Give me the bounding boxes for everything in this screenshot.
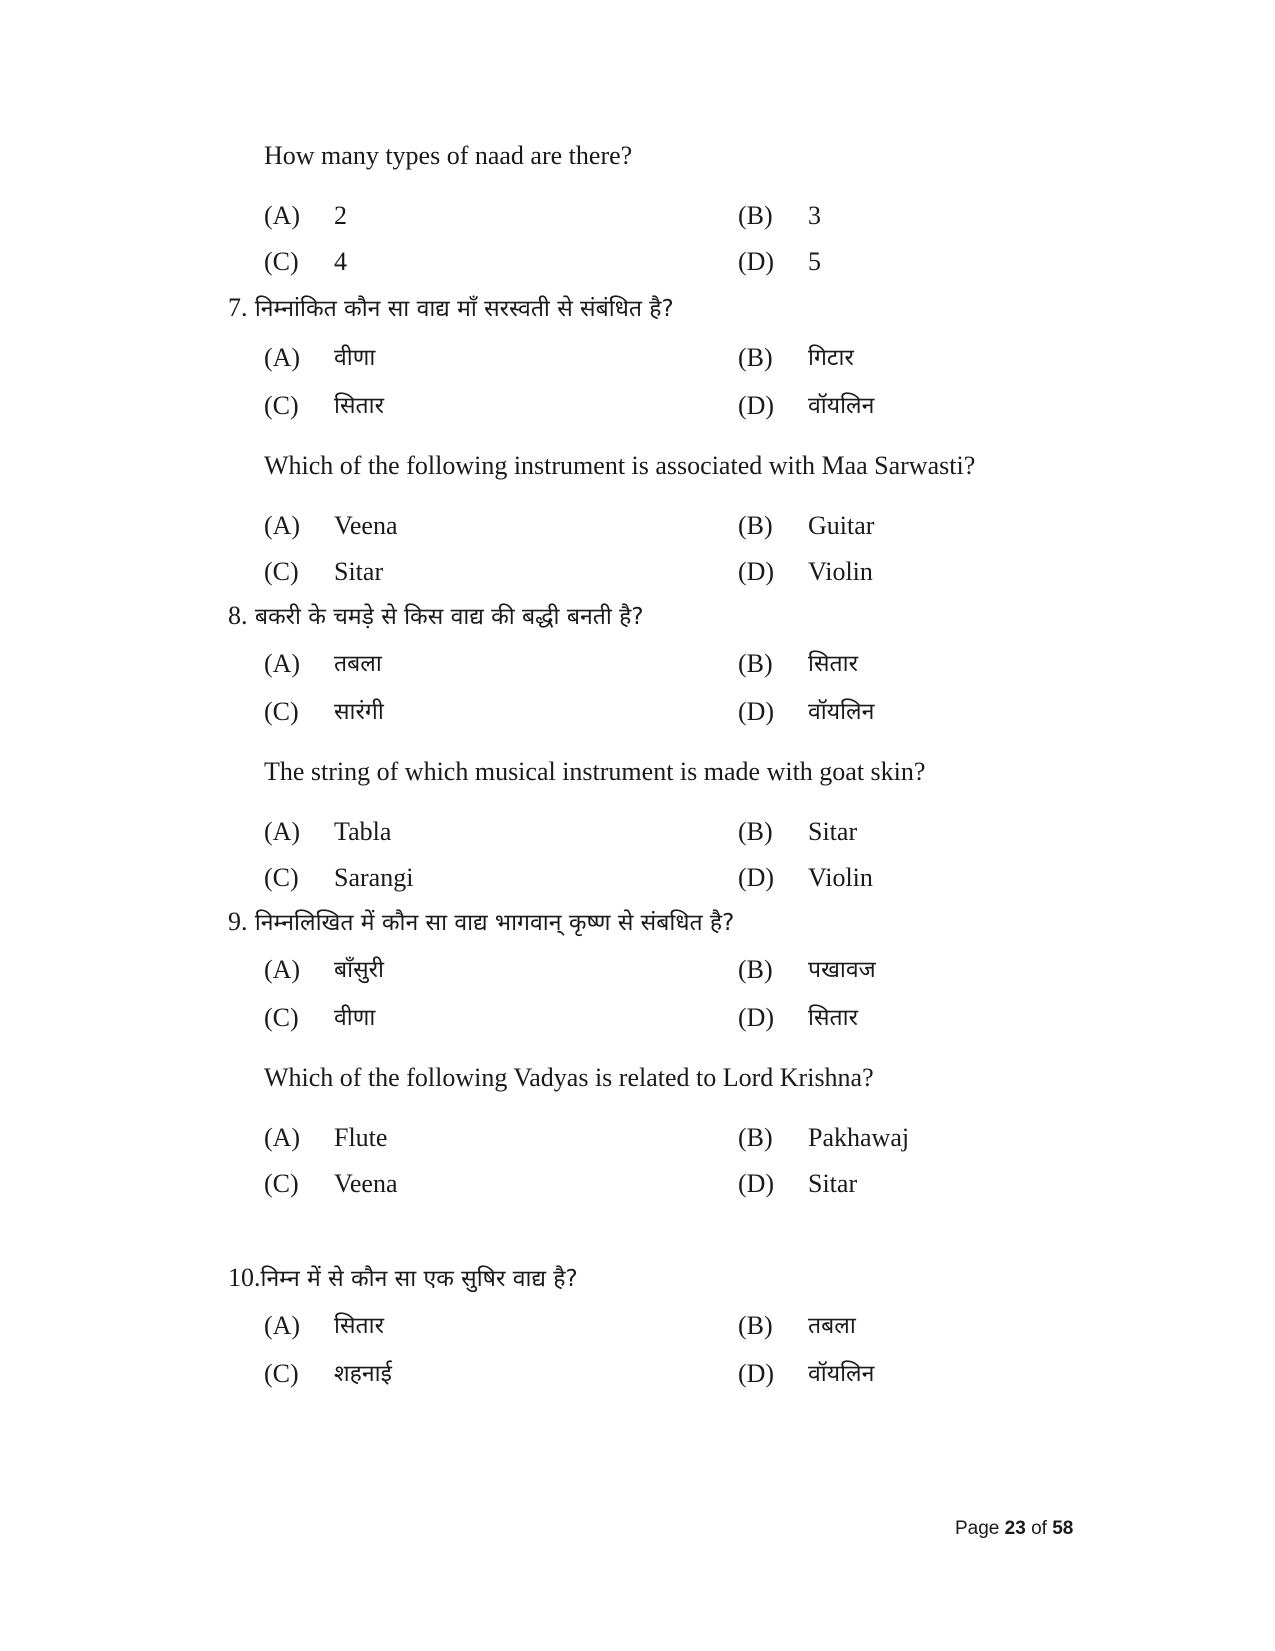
option-text: वॉयलिन [808, 1361, 875, 1387]
option-label: (C) [264, 557, 299, 586]
option-label: (A) [264, 649, 301, 678]
question-10-hindi [228, 1262, 578, 1295]
page-prefix: Page [955, 1518, 1000, 1539]
option-label: (D) [738, 1169, 775, 1198]
option-text: 2 [334, 201, 347, 230]
option-label: (D) [738, 1359, 775, 1388]
question-number: 8. [228, 601, 248, 630]
option-text: 4 [334, 247, 347, 276]
question-number: 9. [228, 907, 248, 936]
question-9-hindi [228, 906, 734, 939]
option-text: सितार [334, 393, 384, 419]
page-current: 23 [1004, 1518, 1026, 1539]
question-7-hindi [228, 292, 674, 325]
option-text: 3 [808, 201, 821, 230]
option-text: Veena [334, 511, 398, 540]
option-text: सितार [808, 1005, 858, 1031]
option-label: (D) [738, 697, 775, 726]
option-text: Sitar [334, 557, 384, 586]
question-7-english: Which of the following instrument is associated with Maa Sarwasti? [264, 451, 976, 480]
option-label: (B) [738, 511, 773, 540]
option-text: तबला [334, 651, 382, 677]
option-text: वॉयलिन [808, 699, 875, 725]
option-label: (A) [264, 955, 301, 984]
option-text: Sarangi [334, 863, 414, 892]
option-label: (B) [738, 955, 773, 984]
option-label: (B) [738, 649, 773, 678]
option-text: बाँसुरी [334, 957, 385, 983]
option-text: वॉयलिन [808, 393, 875, 419]
option-text: Tabla [334, 817, 392, 846]
option-label: (B) [738, 343, 773, 372]
option-text: सितार [334, 1313, 384, 1339]
option-text: सारंगी [334, 699, 384, 725]
option-text: Veena [334, 1169, 398, 1198]
question-text: बकरी के चमड़े से किस वाद्य की बद्धी बनती है? [254, 604, 644, 630]
option-label: (C) [264, 391, 299, 420]
page-total: 58 [1052, 1518, 1074, 1539]
option-label: (B) [738, 1123, 773, 1152]
option-text: Sitar [808, 817, 858, 846]
option-label: (D) [738, 247, 775, 276]
option-label: (C) [264, 1003, 299, 1032]
option-text: Pakhawaj [808, 1123, 910, 1152]
page-number [955, 1518, 1073, 1540]
question-text: निम्नांकित कौन सा वाद्य माँ सरस्वती से संबंधित है? [254, 296, 674, 322]
option-label: (A) [264, 1123, 301, 1152]
question-text: निम्न में से कौन सा एक सुषिर वाद्य है? [260, 1266, 578, 1292]
question-9-english: Which of the following Vadyas is related to Lord Krishna? [264, 1063, 874, 1092]
option-text: शहनाई [334, 1361, 392, 1387]
option-label: (A) [264, 1311, 301, 1340]
option-label: (D) [738, 1003, 775, 1032]
option-label: (B) [738, 201, 773, 230]
question-text: निम्नलिखित में कौन सा वाद्य भागवान् कृष्ण से संबधित है? [254, 910, 735, 936]
option-label: (C) [264, 1169, 299, 1198]
question-8-hindi [228, 600, 644, 633]
option-label: (C) [264, 697, 299, 726]
option-label: (A) [264, 343, 301, 372]
option-text: Violin [808, 863, 873, 892]
option-text: वीणा [334, 1005, 376, 1031]
option-label: (A) [264, 511, 301, 540]
option-label: (B) [738, 1311, 773, 1340]
option-label: (B) [738, 817, 773, 846]
question-8-english: The string of which musical instrument is made with goat skin? [264, 757, 926, 786]
option-text: 5 [808, 247, 821, 276]
option-label: (D) [738, 557, 775, 586]
option-text: वीणा [334, 345, 376, 371]
option-text: Violin [808, 557, 873, 586]
option-label: (C) [264, 247, 299, 276]
option-text: Flute [334, 1123, 388, 1152]
option-label: (A) [264, 817, 301, 846]
option-label: (C) [264, 863, 299, 892]
option-text: गिटार [808, 345, 854, 371]
page-of: of [1031, 1518, 1047, 1539]
option-label: (D) [738, 863, 775, 892]
option-text: पखावज [808, 957, 876, 983]
option-text: सितार [808, 651, 858, 677]
option-text: Sitar [808, 1169, 858, 1198]
option-text: Guitar [808, 511, 875, 540]
option-label: (D) [738, 391, 775, 420]
question-number: 10. [228, 1263, 261, 1292]
question-number: 7. [228, 293, 248, 322]
option-label: (C) [264, 1359, 299, 1388]
option-label: (A) [264, 201, 301, 230]
question-6-english: How many types of naad are there? [264, 141, 633, 170]
option-text: तबला [808, 1313, 856, 1339]
